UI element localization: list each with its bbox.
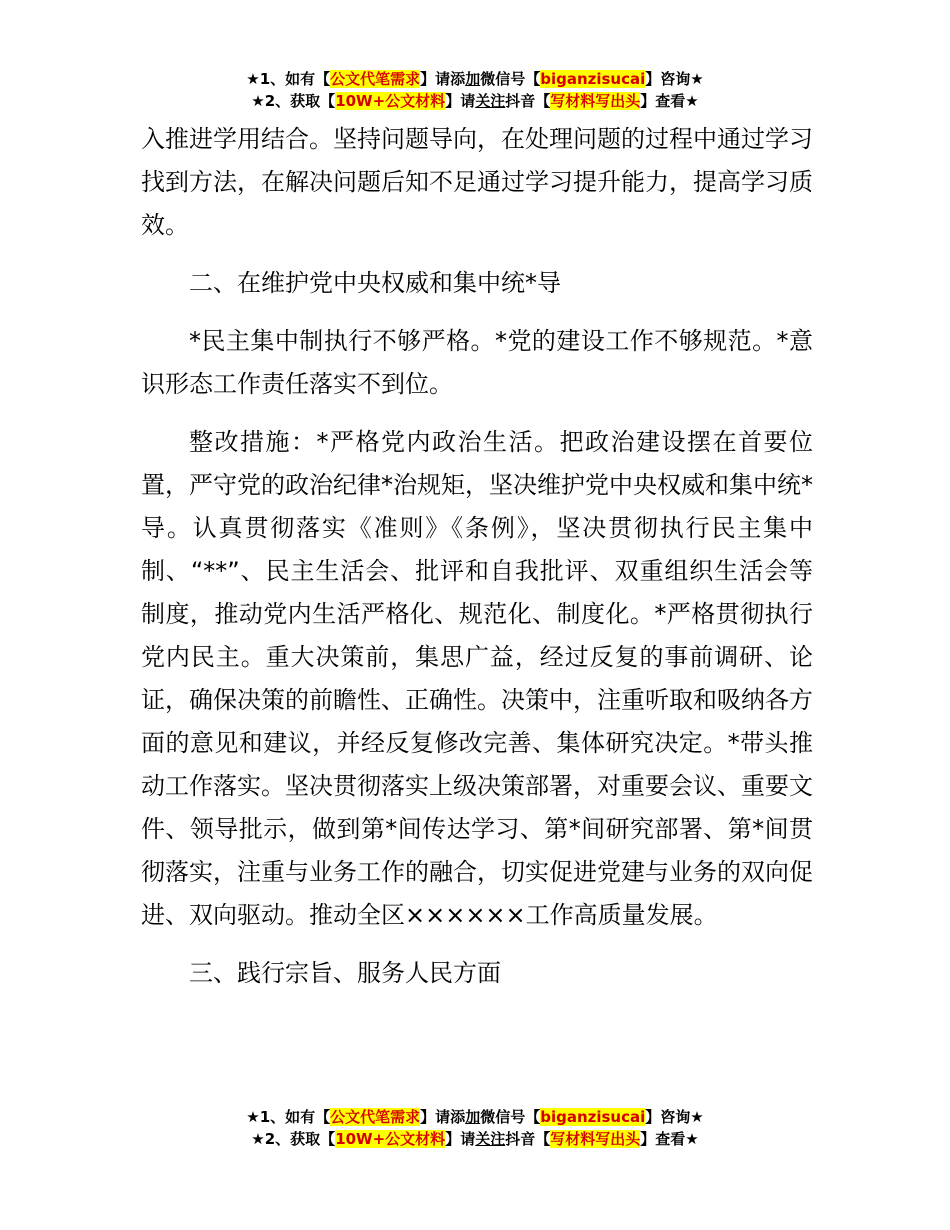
banner-underlined-text: 加 bbox=[465, 70, 481, 88]
banner-text: 】咨询★ bbox=[645, 70, 704, 88]
banner-text: 】查看★ bbox=[640, 1130, 699, 1148]
highlight-douyin-account: 写材料写出头 bbox=[550, 92, 641, 110]
section-heading-3: 三、践行宗旨、服务人民方面 bbox=[189, 959, 501, 987]
section-heading-2: 二、在维护党中央权威和集中统*导 bbox=[189, 269, 561, 297]
banner-text: 】查看★ bbox=[640, 92, 699, 110]
banner-underlined-text: 加 bbox=[465, 1108, 481, 1126]
banner-text: 】请 bbox=[445, 1130, 476, 1148]
highlight-douyin-account: 写材料写出头 bbox=[550, 1130, 641, 1148]
banner-text: ★1、如有【 bbox=[246, 70, 331, 88]
document-body bbox=[141, 118, 813, 1010]
paragraph-study-effect: 入推进学用结合。坚持问题导向，在处理问题的过程中通过学习找到方法，在解决问题后知不足通过学习提升能力，提高学习质效。 bbox=[141, 125, 813, 239]
banner-text: 】请添 bbox=[420, 1108, 466, 1126]
highlight-ghostwriting: 公文代笔需求 bbox=[330, 1108, 421, 1126]
banner-line-1 bbox=[0, 68, 950, 90]
paragraph-rectification-measures: 整改措施：*严格党内政治生活。把政治建设摆在首要位置，严守党的政治纪律*治规矩，坚决维护党中央权威和集中统*导。认真贯彻落实《准则》《条例》，坚决贯彻执行民主集中制、“**”、民主生活会、批评和自我批评、双重组织生活会等制度，推动党内生活严格化、规范化、制度化。*严格贯彻执行党内民主。重大决策前，集思广益，经过反复的事前调研、论证，确保决策的前瞻性、正确性。决策中，注重听取和吸纳各方面的意见和建议，并经反复修改完善、集体研究决定。*带头推动工作落实。坚决贯彻落实上级决策部署，对重要会议、重要文件、领导批示，做到第*间传达学习、第*间研究部署、第*间贯彻落实，注重与业务工作的融合，切实促进党建与业务的双向促进、双向驱动。推动全区××××××工作高质量发展。 bbox=[141, 428, 813, 929]
banner-text: 微信号【 bbox=[480, 70, 541, 88]
highlight-materials: 10W+公文材料 bbox=[335, 1130, 446, 1148]
banner-line-2 bbox=[0, 90, 950, 112]
footer-banner bbox=[0, 1106, 950, 1150]
header-banner bbox=[0, 68, 950, 112]
banner-underlined-text: 关注 bbox=[475, 1130, 506, 1148]
banner-text: 】请添 bbox=[420, 70, 466, 88]
highlight-wechat-id: biganzisucai bbox=[540, 70, 646, 88]
highlight-materials: 10W+公文材料 bbox=[335, 92, 446, 110]
banner-text: ★2、获取【 bbox=[251, 92, 336, 110]
banner-text: ★2、获取【 bbox=[251, 1130, 336, 1148]
banner-text: 】咨询★ bbox=[645, 1108, 704, 1126]
banner-line-2 bbox=[0, 1128, 950, 1150]
banner-underlined-text: 关注 bbox=[475, 92, 506, 110]
banner-text: 抖音【 bbox=[505, 92, 551, 110]
banner-text: ★1、如有【 bbox=[246, 1108, 331, 1126]
banner-text: 】请 bbox=[445, 92, 476, 110]
banner-text: 微信号【 bbox=[480, 1108, 541, 1126]
highlight-ghostwriting: 公文代笔需求 bbox=[330, 70, 421, 88]
banner-text: 抖音【 bbox=[505, 1130, 551, 1148]
paragraph-problems: *民主集中制执行不够严格。*党的建设工作不够规范。*意识形态工作责任落实不到位。 bbox=[141, 327, 813, 398]
banner-line-1 bbox=[0, 1106, 950, 1128]
highlight-wechat-id: biganzisucai bbox=[540, 1108, 646, 1126]
